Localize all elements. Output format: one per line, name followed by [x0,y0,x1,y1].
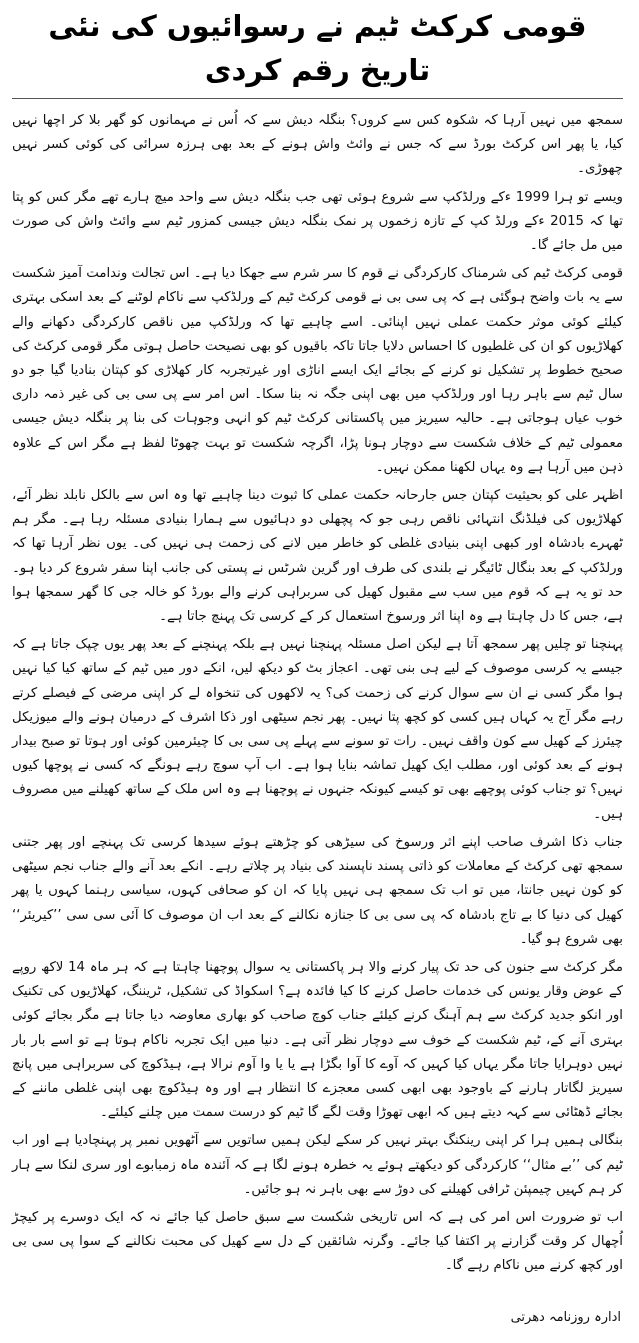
paragraph: اب تو ضرورت اس امر کی ہے کہ اس تاریخی شکست سے سبق حاصل کیا جائے نہ کہ ایک دوسرے پر کیچڑ اُچھال کر وقت گزارنے پر اکتفا کیا جائے۔ وگرنہ شائقین کے دل سے کھیل کی محبت نکالنے کے سوا پی سی بی اور کچھ کرنے میں ناکام رہے گا۔ [12,1209,623,1274]
paragraph: اظہر علی کو بحیثیت کپتان جس جارحانہ حکمت عملی کا ثبوت دینا چاہیے تھا وہ اس سے بالکل نابلد نظر آئے، کھلاڑیوں کی فیلڈنگ انتہائی ناقص رہی جو کہ پچھلی دو دہائیوں سے ہمارا بنیادی مسئلہ رہا ہے۔ مگر ہم ٹھہرے بادشاہ اور کبھی اپنی بنیادی غلطی کو خاطر میں لانے کی زحمت ہی نہیں کی۔ یوں نظر آرہا تھا کہ ورلڈکپ کے بعد بنگال ٹائیگر نے بلندی کی طرف اور گرین شرٹس نے پستی کی جانب اپنا سفر شروع کر دیا ہو۔ حد تو یہ ہے کہ قوم میں سب سے مقبول کھیل کی سربراہی کرنے والے بورڈ کو خالہ جی کا گھر سمجھا ہوا ہے، جس کا دل چاہتا ہے وہ اپنا اثر ورسوخ استعمال کر کے کرسی تک پہنچ جاتا ہے۔ [12,488,623,625]
paragraph: ویسے تو ہرا 1999 ءکے ورلڈکپ سے شروع ہوئی تھی جب بنگلہ دیش سے واحد میچ ہارے تھے مگر کس کو پتا تھا کہ 2015 ءکے ورلڈ کپ کے تازہ زخموں پر نمک بنگلہ دیش جیسی کمزور ٹیم سے وائٹ واش کی صورت میں مل جائے گا۔ [12,189,623,254]
paragraph: جناب ذکا اشرف صاحب اپنے اثر ورسوخ کی سیڑھی کو چڑھتے ہوئے سیدھا کرسی تک پہنچے اور پھر جتنی سمجھ تھی کرکٹ کے معاملات کو ذاتی پسند ناپسند کی بنیاد پر چلاتے رہے۔ انکے بعد آنے والے جناب نجم سیٹھی کو کون نہیں جانتا، میں تو اب تک سمجھ ہی نہیں پایا کہ ان کو صحافی کہوں، سیاسی رہنما کہوں یا پھر کھیل کی دنیا کا بے تاج بادشاہ کہ پی سی بی کا جنازہ نکالنے کے بعد اب ان موصوف کا آئی سی سی ’’کیریئر‘‘ بھی شروع ہو گیا۔ [12,834,623,947]
paragraph: مگر کرکٹ سے جنون کی حد تک پیار کرنے والا ہر پاکستانی یہ سوال پوچھنا چاہتا ہے کہ ہر ماہ 14 لاکھ روپے کے عوض وقار یونس کی خدمات حاصل کرنے کا کیا فائدہ ہے؟ اسکواڈ کی تشکیل، ٹریننگ، کھلاڑیوں کی تکنیک اور انکو جدید کرکٹ سے ہم آہنگ کرنے کیلئے جناب کوچ صاحب کو بھاری معاوضہ دیا جاتا ہے مگر بجائے کوئی بہتری آنے کے، ٹیم شکست کے خوف سے دوچار نظر آتی ہے۔ دنیا میں ایک تجربہ ناکام ہوتا ہے تو اسے بار بار نہیں دوہرایا جاتا مگر یہاں کیا کہیں کہ آوے کا آوا بگڑا ہے یا یا وا آوم نرالا ہے، ہیڈکوچ کی سربراہی میں پانچ سیریز لگاتار ہارنے کے باوجود بھی ابھی کسی معجزے کا انتظار ہے اور وہ ہیڈکوچ بھی اپنی غلطی ماننے کے بجائے ڈھٹائی سے کہہ دیتے ہیں کہ ابھی تھوڑا وقت لگے گا ٹیم کو درست سمت میں چلنے کیلئے۔ [12,959,623,1121]
paragraph: بنگالی ہمیں ہرا کر اپنی رینکنگ بہتر نہیں کر سکے لیکن ہمیں ساتویں سے آٹھویں نمبر پر پہنچادیا ہے اور اب ٹیم کی ’’بے مثال‘‘ کارکردگی کو دیکھتے ہوئے یہ خطرہ ہونے لگا ہے کہ آئندہ ماہ زمبابوے اور سری لنکا سے ہار کر ہم کہیں چیمپئن ٹرافی کھیلنے کی دوڑ سے بھی باہر نہ ہو جائیں۔ [12,1133,623,1197]
paragraph: قومی کرکٹ ٹیم کی شرمناک کارکردگی نے قوم کا سر شرم سے جھکا دیا ہے۔ اس تجالت وندامت آمیز شکست سے یہ بات واضح ہوگئی ہے کہ پی سی بی نے قومی کرکٹ ٹیم کے ورلڈکپ سے ناکام لوٹنے کے بعد اسکی بہتری کیلئے کوئی موثر حکمت عملی نہیں اپنائی۔ اسے چاہیے تھا کہ ورلڈکپ میں ناقص کارکردگی دکھانے والے کھلاڑیوں کو ان کی غلطیوں کا احساس دلایا جاتا تاکہ باقیوں کو بھی نصیحت حاصل ہوتی مگر قومی کرکٹ کی صحیح خطوط پر تشکیل نو کرنے کے بجائے ایک ایسے اناڑی اور غیرتجربہ کار کھلاڑی کو کپتان بنادیا گیا جو دو سال ٹیم سے باہر رہا اور ورلڈکپ میں بھی اپنی جگہ نہ بنا سکا۔ اس امر سے پی سی بی کی غیر ذمہ داری خوب عیاں ہوجاتی ہے۔ حالیہ سیریز میں پاکستانی کرکٹ ٹیم کو انہی وجوہات کی بنا پر بنگلہ دیش جیسی معمولی ٹیم کے خلاف شکست سے دوچار ہونا پڑا، اگرچہ شکست تو بہت چھوٹا لفظ ہے مگر اس کے علاوہ ذہن میں آرہا ہے وہ یہاں لکھنا ممکن نہیں۔ [12,266,623,475]
headline-divider [12,98,623,99]
article-body [12,109,623,1279]
paragraph: پہنچنا تو چلیں پھر سمجھ آتا ہے لیکن اصل مسئلہ پہنچنا نہیں ہے بلکہ پہنچنے کے بعد پھر یوں چپک جاتا ہے کہ جیسے یہ کرسی موصوف کے لیے ہی بنی تھی۔ اعجاز بٹ کو دیکھ لیں، انکے دور میں ٹیم کے ساتھ کیا کیا نہیں ہوا مگر کسی نے ان سے سوال کرنے کی زحمت کی؟ یہ لاکھوں کی تنخواہ لے کر اپنی مرضی کے فیصلے کرتے رہے مگر آج یہ کہاں ہیں کسی کو کچھ پتا نہیں۔ پھر نجم سیٹھی اور ذکا اشرف کے درمیان ہونے والے میوزیکل چیئرز کے کھیل سے کون واقف نہیں۔ رات تو سونے سے پہلے پی سی بی کا چیئرمین کوئی اور ہوتا تو صبح بیدار ہونے کے بعد کوئی اور، مطلب ایک کھیل تماشہ بنایا ہوا ہے۔ اب آپ سوچ رہے ہونگے کہ کسی نے پوچھا کیوں نہیں؟ تو جناب کوئی پوچھے بھی تو کیسے کیونکہ جنہوں نے پوچھنا ہے وہ اس ملک کے ساتھ کھیلنے میں مصروف ہیں۔ [12,637,623,822]
paragraph: سمجھ میں نہیں آرہا کہ شکوہ کس سے کروں؟ بنگلہ دیش سے کہ اُس نے مہمانوں کو گھر بلا کر اچھا نہیں کیا، یا پھر اس کرکٹ بورڈ سے کہ جس نے وائٹ واش ہونے کے بعد بھی ہرزہ سرائی کی کوئی کسر نہیں چھوڑی۔ [12,113,623,177]
headline: قومی کرکٹ ٹیم نے رسوائیوں کی نئی تاریخ رقم کردی [48,9,587,87]
byline-signature: ادارہ روزنامہ دھرتی [510,1310,621,1325]
